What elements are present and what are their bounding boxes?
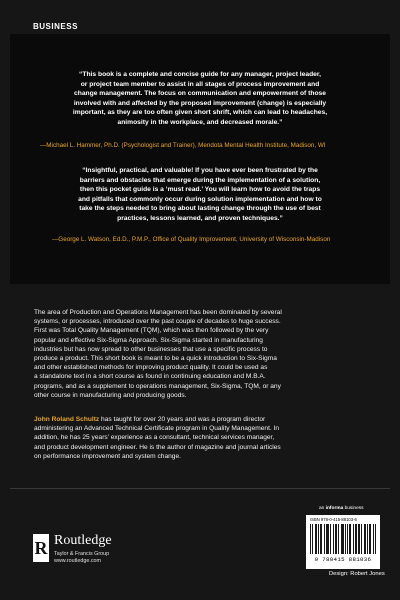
barcode-bar (347, 524, 348, 554)
author-bio-line: administering an Advanced Technical Certificate program in Quality Management. In (34, 425, 280, 433)
barcode-bar (321, 524, 322, 554)
barcode-bar (327, 524, 328, 554)
summary-line: a standalone text in a short course as found in continuing education and M.B.A. (34, 373, 266, 381)
author-bio-line: on performance improvement and system change. (34, 452, 181, 460)
author-name: John Roland Schultz (34, 416, 100, 423)
review-quote-line: barriers and obstacles that emerge during the implementation of a solution, (79, 176, 321, 184)
review-quote-line: important, as they are too often given short shrift, which can lead to headaches, (72, 109, 328, 117)
author-bio (34, 415, 370, 461)
barcode-bar (369, 524, 370, 554)
barcode-bar (315, 524, 316, 554)
informa-brand: informa (325, 506, 344, 511)
summary-line: popular and effective Six-Sigma Approach. Six-Sigma started in manufacturing (34, 336, 263, 344)
barcode-bar (320, 524, 321, 554)
barcode-bar (328, 524, 329, 554)
publisher-logo-letter: R (34, 538, 48, 558)
barcode-bar (359, 524, 360, 554)
summary-line: systems, or processes, introduced over the past couple of decades to huge success. (34, 318, 281, 326)
review-quote-line: or project team member to assist in all stages of process improvement and (80, 80, 320, 88)
barcode-bar (355, 524, 356, 554)
barcode-bar (316, 524, 317, 554)
barcode-bar (336, 524, 337, 554)
review-quote-line: then this pocket guide is a ‘must read.’ You will learn how to avoid the traps (79, 186, 321, 194)
barcode-bar (312, 524, 313, 554)
barcode-bar (367, 524, 368, 554)
barcode-bar (343, 524, 344, 554)
barcode-bar (324, 524, 325, 554)
review-quote-line: animosity in the workplace, and decreased morale.” (117, 118, 283, 126)
barcode-bar (333, 524, 334, 554)
informa-prefix: an (319, 506, 326, 511)
category-label: BUSINESS (33, 22, 78, 31)
publisher-url: www.routledge.com (54, 558, 102, 564)
barcode-bar (350, 524, 351, 554)
review-quote-line: involved with and affected by the proposed improvement (change) is especially (73, 99, 327, 107)
publisher-logo-icon (33, 534, 49, 562)
barcode-bar (373, 524, 374, 554)
review-quote-line: “This book is a complete and concise guide for any manager, project leader, (79, 71, 321, 78)
barcode-bar (342, 524, 343, 554)
barcode-bar (318, 524, 319, 554)
barcode-bar (353, 524, 354, 554)
publisher-group: Taylor & Francis Group (54, 551, 110, 557)
summary-line: industries but has now spread to other businesses that use a specific process to (34, 345, 268, 353)
author-bio-line: addition, he has 25 years’ experience as a consultant, technical services manager, (34, 434, 275, 442)
barcode-icon (310, 524, 376, 554)
review-quote-2 (22, 166, 378, 224)
summary-line: programs, and as a supplement to operations management, Six-Sigma, TQM, or any (34, 382, 281, 390)
review-quote-line: and pitfalls that commonly occur during solution implementation and how to (78, 195, 322, 203)
review-quote-line: change management. The focus on communication and empowerment of those (74, 90, 326, 98)
review-attribution-2: —George L. Watson, Ed.D., P.M.P., Office of Quality Improvement, University of Wisconsin-Madison (52, 236, 331, 243)
barcode-bar (310, 524, 311, 554)
review-quote-line: practices, lessons learned, and proven techniques.” (117, 214, 283, 222)
barcode-bar (338, 524, 339, 554)
barcode-bar (375, 524, 376, 554)
informa-tagline (319, 506, 364, 511)
review-attribution-1: —Michael L. Hammer, Ph.D. (Psychologist and Trainer), Mendota Mental Health Institute, Madison, WI (40, 142, 326, 149)
author-bio-text: has taught for over 20 years and was a program director (99, 416, 266, 423)
barcode-bar (326, 524, 327, 554)
barcode-bar (364, 524, 365, 554)
summary-line: The area of Production and Operations Management has been dominated by several (34, 309, 282, 316)
author-bio-line (34, 415, 370, 424)
barcode-bar (349, 524, 350, 554)
barcode-bar (330, 524, 331, 554)
barcode-bar (335, 524, 336, 554)
barcode-bar (358, 524, 359, 554)
informa-suffix: business (343, 506, 364, 511)
author-bio-line: and product development engineer. He is the author of magazine and journal articles (34, 443, 281, 451)
design-credit: Design: Robert Jones (329, 571, 385, 577)
summary-line: and other established methods for improving product quality. It could be used as (34, 364, 268, 372)
barcode-bar (345, 524, 346, 554)
barcode-bar (370, 524, 371, 554)
isbn-label: ISBN 978-0-415-88103-6 (310, 517, 357, 522)
review-quote-line: “Insightful, practical, and valuable! If you have ever been frustrated by the (82, 167, 318, 174)
summary-line: other course in manufacturing and producing goods. (34, 391, 187, 399)
book-summary (34, 308, 370, 400)
barcode-bar (361, 524, 362, 554)
summary-line: produce a product. This short book is meant to be a quick introduction to Six-Sigma (34, 355, 277, 363)
barcode-bar (341, 524, 342, 554)
review-quote-1 (22, 70, 378, 128)
isbn-digits: 9 780415 881036 (314, 556, 372, 563)
review-quote-line: take the steps needed to bring about lasting change through the use of best (79, 205, 321, 213)
divider (10, 488, 390, 489)
summary-line: First was Total Quality Management (TQM), which was then followed by the very (34, 327, 269, 335)
barcode-bar (356, 524, 357, 554)
barcode-bar (365, 524, 366, 554)
isbn-barcode-panel (306, 515, 380, 569)
publisher-name: Routledge (54, 533, 112, 548)
